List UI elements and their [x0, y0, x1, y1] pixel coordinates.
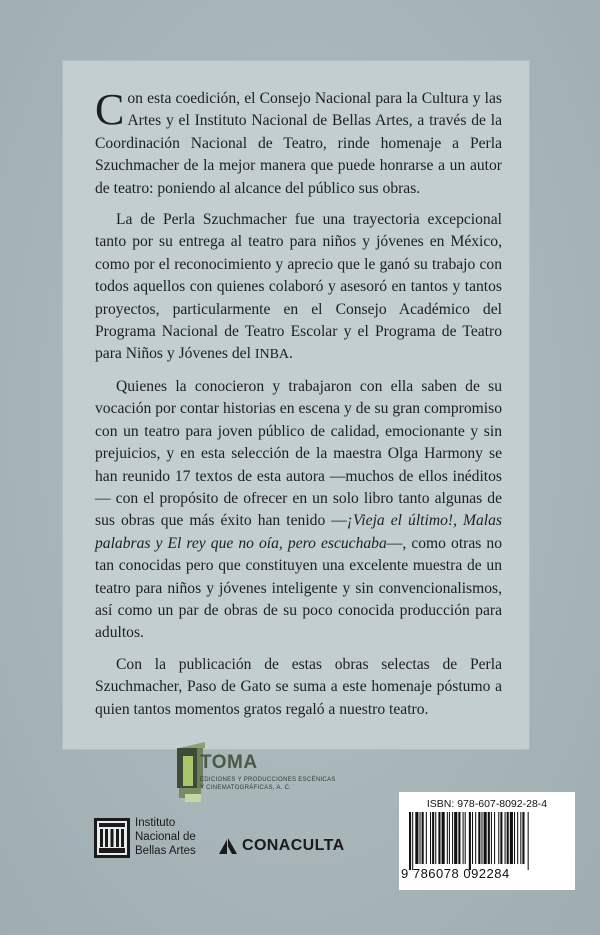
drop-cap: C	[95, 85, 125, 134]
barcode-bar	[452, 812, 453, 864]
barcode-bar	[463, 812, 464, 864]
inba-building-icon	[94, 818, 130, 858]
barcode-bar	[412, 812, 413, 870]
barcode-bar	[522, 812, 524, 864]
barcode-bar	[420, 812, 421, 864]
barcode-bar	[447, 812, 448, 864]
barcode-bar	[475, 812, 476, 864]
barcode-bar	[465, 812, 466, 864]
barcode-bar	[454, 812, 457, 864]
barcode-bar	[432, 812, 434, 864]
barcode-bar	[528, 812, 529, 870]
barcode-bar	[514, 812, 515, 864]
inba-line-2: Nacional de	[135, 831, 196, 843]
blurb-text	[95, 85, 502, 730]
paragraph-4-text: Con la publicación de estas obras selectas de Perla Szuchmacher, Paso de Gato se suma a este homenaje póstumo a quien tantos momentos gratos regaló a nuestro teatro.	[95, 655, 502, 718]
paragraph-3-text-b: —, como otras no tan conocidas pero que constituyen una excelente muestra de un teatro para niños y jóvenes inteligente y sin convencionalismos, así como un par de obras de su poco conocida producción para adultos.	[95, 534, 502, 642]
paragraph-3-text-a: Quienes la conocieron y trabajaron con ella saben de su vocación por contar historias en escena y de su gran compromiso con un teatro para joven público de calidad, emocionante y sin prejuicios, y en esta selección de la maestra Olga Harmony se han reunido 17 textos de esta autora —muchos de ellos inéditos— con el propósito de ofrecer en un solo libro tanto algunas de sus obras que más éxito han tenido —	[95, 377, 502, 530]
paragraph-2	[95, 209, 502, 367]
barcode-bar	[458, 812, 460, 864]
barcode-bar	[449, 812, 450, 864]
barcode-bar	[426, 812, 427, 864]
barcode-bar	[422, 812, 424, 864]
paragraph-3	[95, 376, 502, 645]
inba-logo-text	[135, 816, 196, 858]
barcode-bar	[438, 812, 440, 864]
barcode-bar	[478, 812, 480, 864]
barcode-bar	[472, 812, 473, 864]
paragraph-2-text: La de Perla Szuchmacher fue una trayectoria excepcional tanto por su entrega al teatro para niños y jóvenes en México, como por el reconocimiento y aprecio que le ganó su trabajo con todos aquellos con quienes colaboró y asesoró en tantos y tantos proyectos, particularmente en el Consejo Académico del Programa Nacional de Teatro Escolar y el Programa de Teatro para Niños y Jóvenes del	[95, 211, 502, 363]
play-titles: ¡Vieja el último!, Malas palabras y El rey que no oía, pero escuchaba	[95, 512, 502, 552]
barcode-bar	[520, 812, 521, 864]
barcode-bar	[430, 812, 431, 864]
barcode-digits: 9 786078 092284	[401, 866, 510, 881]
barcode-bar	[469, 812, 471, 870]
inba-line-3: Bellas Artes	[135, 845, 196, 857]
barcode-bar	[481, 812, 482, 864]
barcode-bar	[488, 812, 490, 864]
barcode-bar	[435, 812, 436, 864]
barcode-bar	[491, 812, 492, 864]
barcode-bar	[505, 812, 506, 864]
conaculta-mark-icon	[219, 838, 237, 854]
barcode-bar	[500, 812, 502, 864]
conaculta-logo	[219, 837, 345, 855]
toma-wordmark: TOMA	[200, 752, 258, 773]
inba-line-1: Instituto	[135, 817, 176, 829]
toma-subtitle: EDICIONES Y PRODUCCIONES ESCÉNICAS Y CINEMATOGRÁFICAS, A. C.	[200, 777, 336, 791]
paragraph-4	[95, 654, 502, 721]
conaculta-wordmark: CONACULTA	[242, 837, 345, 854]
barcode-bar	[510, 812, 513, 864]
barcode-bar	[442, 812, 445, 864]
barcode-bar	[484, 812, 487, 864]
isbn-number: ISBN: 978-607-8092-28-4	[426, 798, 548, 810]
paragraph-2-end: .	[289, 345, 293, 363]
barcode-bar	[517, 812, 518, 864]
paragraph-1-text: on esta coedición, el Consejo Nacional para la Cultura y las Artes y el Instituto Nacional de Bellas Artes, a través de la Coordinación Nacional de Teatro, rinde homenaje a Perla Szuchmacher de la mejor manera que puede honrarse a un autor de teatro: poniendo al alcance del público sus obras.	[95, 90, 502, 197]
inba-abbrev: INBA	[254, 347, 290, 363]
barcode-bars-icon	[409, 812, 567, 870]
paragraph-1	[95, 85, 502, 200]
barcode-bar	[409, 812, 411, 870]
barcode-label	[399, 792, 575, 890]
barcode-bar	[507, 812, 509, 864]
barcode-bar	[498, 812, 499, 864]
barcode-bar	[415, 812, 418, 864]
barcode-bar	[494, 812, 495, 864]
